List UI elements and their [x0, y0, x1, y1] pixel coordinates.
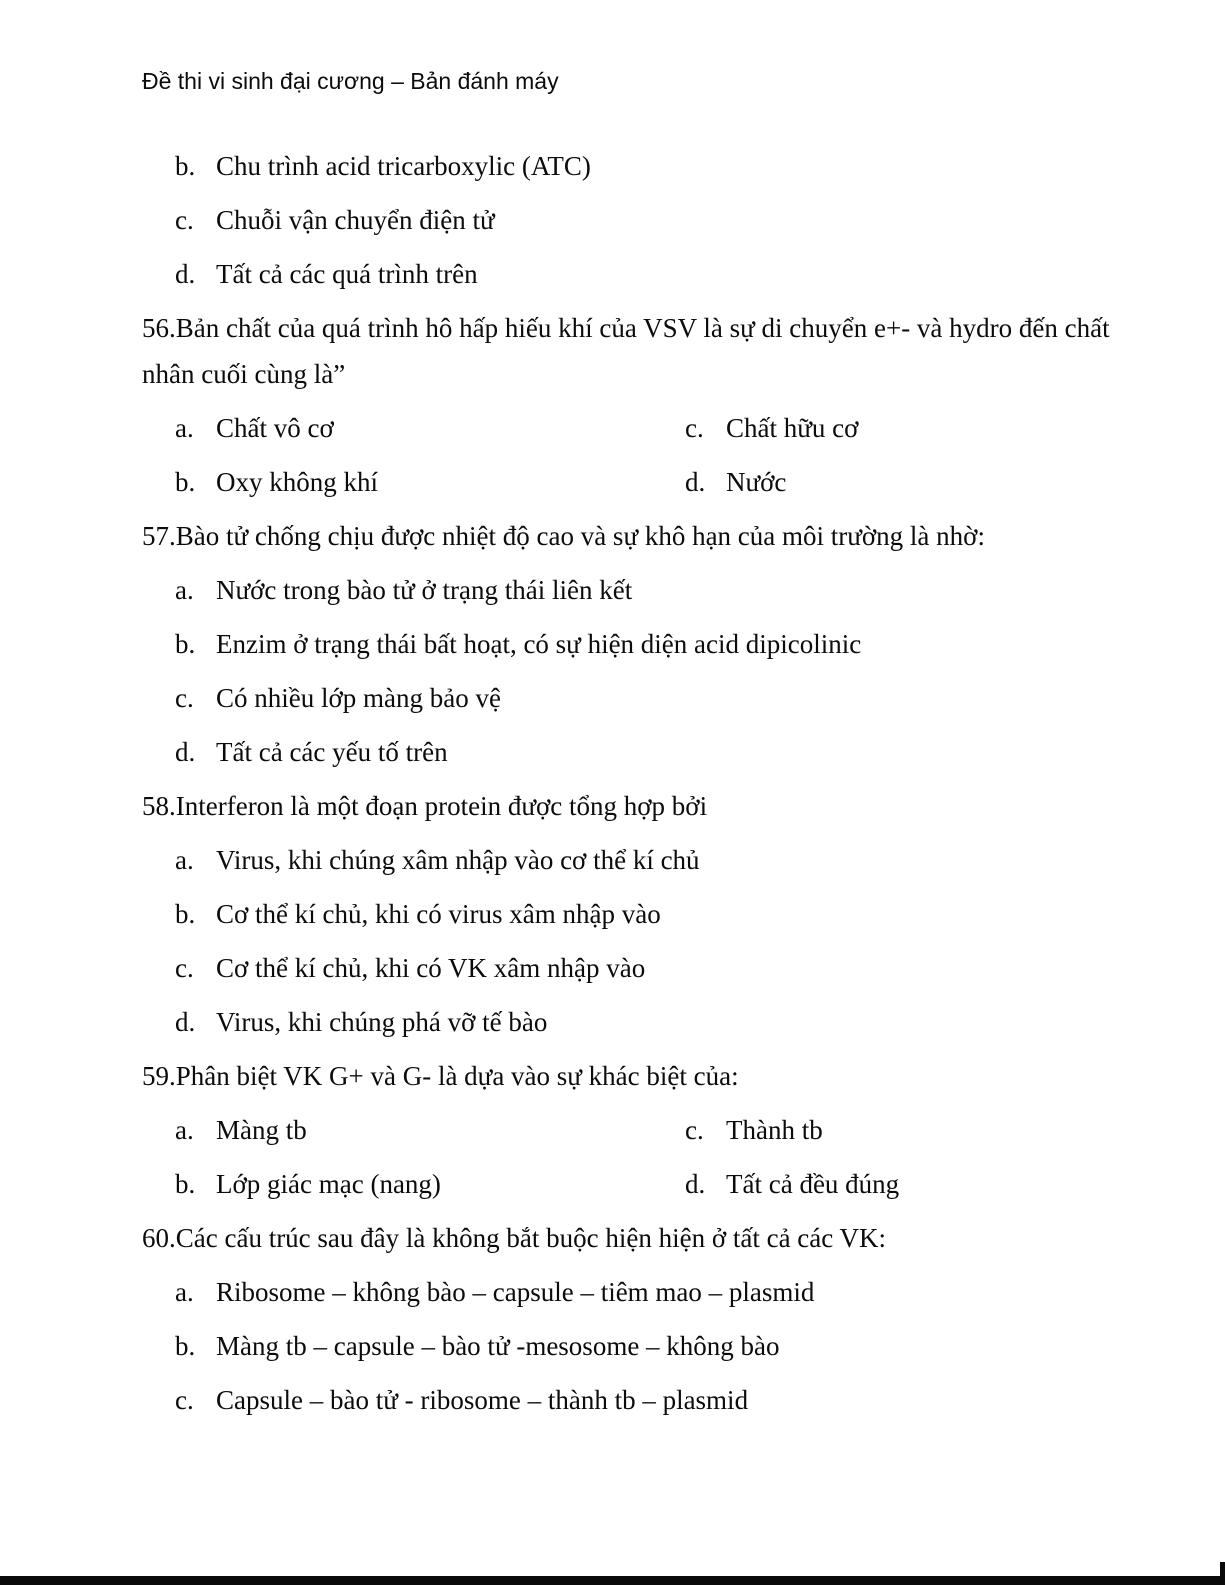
question-number: 58.: [142, 791, 176, 821]
option-text: Nước trong bào tử ở trạng thái liên kết: [216, 575, 633, 605]
option: [142, 1323, 1132, 1369]
question-number: 57.: [142, 521, 176, 551]
question-text: [142, 783, 1132, 829]
question-body: Bản chất của quá trình hô hấp hiếu khí của VSV là sự di chuyển e+- và hydro đến chất nhân cuối cùng là”: [142, 313, 1110, 389]
option-text: Cơ thể kí chủ, khi có VK xâm nhập vào: [216, 953, 646, 983]
option-text: Màng tb – capsule – bào tử -mesosome – không bào: [216, 1331, 780, 1361]
option-text: Oxy không khí: [216, 467, 378, 497]
option: [652, 1107, 1132, 1153]
option: [142, 1269, 1132, 1315]
option-text: Có nhiều lớp màng bảo vệ: [216, 683, 501, 713]
option-text: Chu trình acid tricarboxylic (ATC): [216, 151, 591, 181]
option: [142, 729, 1132, 775]
question-56: [142, 305, 1132, 513]
option-letter: b.: [175, 629, 196, 659]
option-letter: b.: [175, 1169, 196, 1199]
option: [142, 837, 1132, 883]
option-letter: a.: [175, 1277, 194, 1307]
question-text: [142, 305, 1132, 397]
options-list: [142, 837, 1132, 1045]
option: [142, 1377, 1132, 1423]
document-title: Đề thi vi sinh đại cương – Bản đánh máy: [142, 68, 559, 94]
option: [142, 621, 1132, 667]
option-text: Tất cả các quá trình trên: [216, 259, 478, 289]
option-letter: c.: [175, 953, 194, 983]
page-content: [142, 66, 1132, 1431]
option-letter: c.: [175, 683, 194, 713]
question-text: [142, 1215, 1132, 1261]
option: [142, 405, 652, 451]
option: [142, 197, 1132, 243]
option-text: Ribosome – không bào – capsule – tiêm mao – plasmid: [216, 1277, 815, 1307]
option-text: Chất hữu cơ: [726, 413, 859, 443]
option-letter: c.: [175, 1385, 194, 1415]
option-letter: b.: [175, 151, 196, 181]
question-number: 60.: [142, 1223, 176, 1253]
option-text: Nước: [726, 467, 787, 497]
option: [142, 251, 1132, 297]
option-letter: d.: [685, 1169, 706, 1199]
option-text: Chuỗi vận chuyển điện tử: [216, 205, 495, 235]
option-letter: a.: [175, 845, 194, 875]
option-letter: c.: [685, 413, 704, 443]
question-body: Phân biệt VK G+ và G- là dựa vào sự khác biệt của:: [175, 1061, 739, 1091]
option-letter: a.: [175, 1115, 194, 1145]
option-letter: c.: [685, 1115, 704, 1145]
option-letter: d.: [175, 1007, 196, 1037]
option: [142, 459, 652, 505]
option-letter: b.: [175, 467, 196, 497]
question-number: 59.: [142, 1061, 176, 1091]
option: [142, 567, 1132, 613]
question-59: [142, 1053, 1132, 1215]
question-60: [142, 1215, 1132, 1423]
options-list: [142, 1107, 1132, 1215]
question-57: [142, 513, 1132, 775]
options-list: [142, 405, 1132, 513]
question-body: Các cấu trúc sau đây là không bắt buộc hiện hiện ở tất cả các VK:: [175, 1223, 887, 1253]
option: [142, 999, 1132, 1045]
option: [142, 1107, 652, 1153]
option: [142, 143, 1132, 189]
option-letter: d.: [685, 467, 706, 497]
option-text: Capsule – bào tử - ribosome – thành tb – plasmid: [216, 1385, 749, 1415]
options-list: [142, 1269, 1132, 1423]
option: [142, 675, 1132, 721]
option-text: Tất cả các yếu tố trên: [216, 737, 448, 767]
option-letter: b.: [175, 1331, 196, 1361]
option: [142, 945, 1132, 991]
option: [652, 459, 1132, 505]
option-text: Chất vô cơ: [216, 413, 334, 443]
question-58: [142, 783, 1132, 1045]
option-text: Màng tb: [216, 1115, 307, 1145]
options-list: [142, 567, 1132, 775]
option-letter: d.: [175, 737, 196, 767]
option-text: Lớp giác mạc (nang): [216, 1169, 441, 1199]
option-text: Virus, khi chúng xâm nhập vào cơ thể kí chủ: [216, 845, 700, 875]
carryover-options: [142, 143, 1132, 297]
option-text: Tất cả đều đúng: [726, 1169, 900, 1199]
question-body: Interferon là một đoạn protein được tổng hợp bởi: [175, 791, 708, 821]
question-number: 56.: [142, 313, 176, 343]
option: [652, 1161, 1132, 1207]
option-letter: b.: [175, 899, 196, 929]
option: [142, 891, 1132, 937]
option-text: Thành tb: [726, 1115, 823, 1145]
option-text: Cơ thể kí chủ, khi có virus xâm nhập vào: [216, 899, 661, 929]
scan-artifact-bottom-bar: [0, 1576, 1225, 1585]
question-text: [142, 513, 1132, 559]
option-letter: d.: [175, 259, 196, 289]
question-body: Bào tử chống chịu được nhiệt độ cao và sự khô hạn của môi trường là nhờ:: [175, 521, 985, 551]
option: [142, 1161, 652, 1207]
question-text: [142, 1053, 1132, 1099]
option-text: Virus, khi chúng phá vỡ tế bào: [216, 1007, 548, 1037]
scan-artifact-right-tick: [1220, 1562, 1225, 1576]
option-text: Enzim ở trạng thái bất hoạt, có sự hiện diện acid dipicolinic: [216, 629, 862, 659]
option: [652, 405, 1132, 451]
option-letter: a.: [175, 575, 194, 605]
option-letter: a.: [175, 413, 194, 443]
option-letter: c.: [175, 205, 194, 235]
